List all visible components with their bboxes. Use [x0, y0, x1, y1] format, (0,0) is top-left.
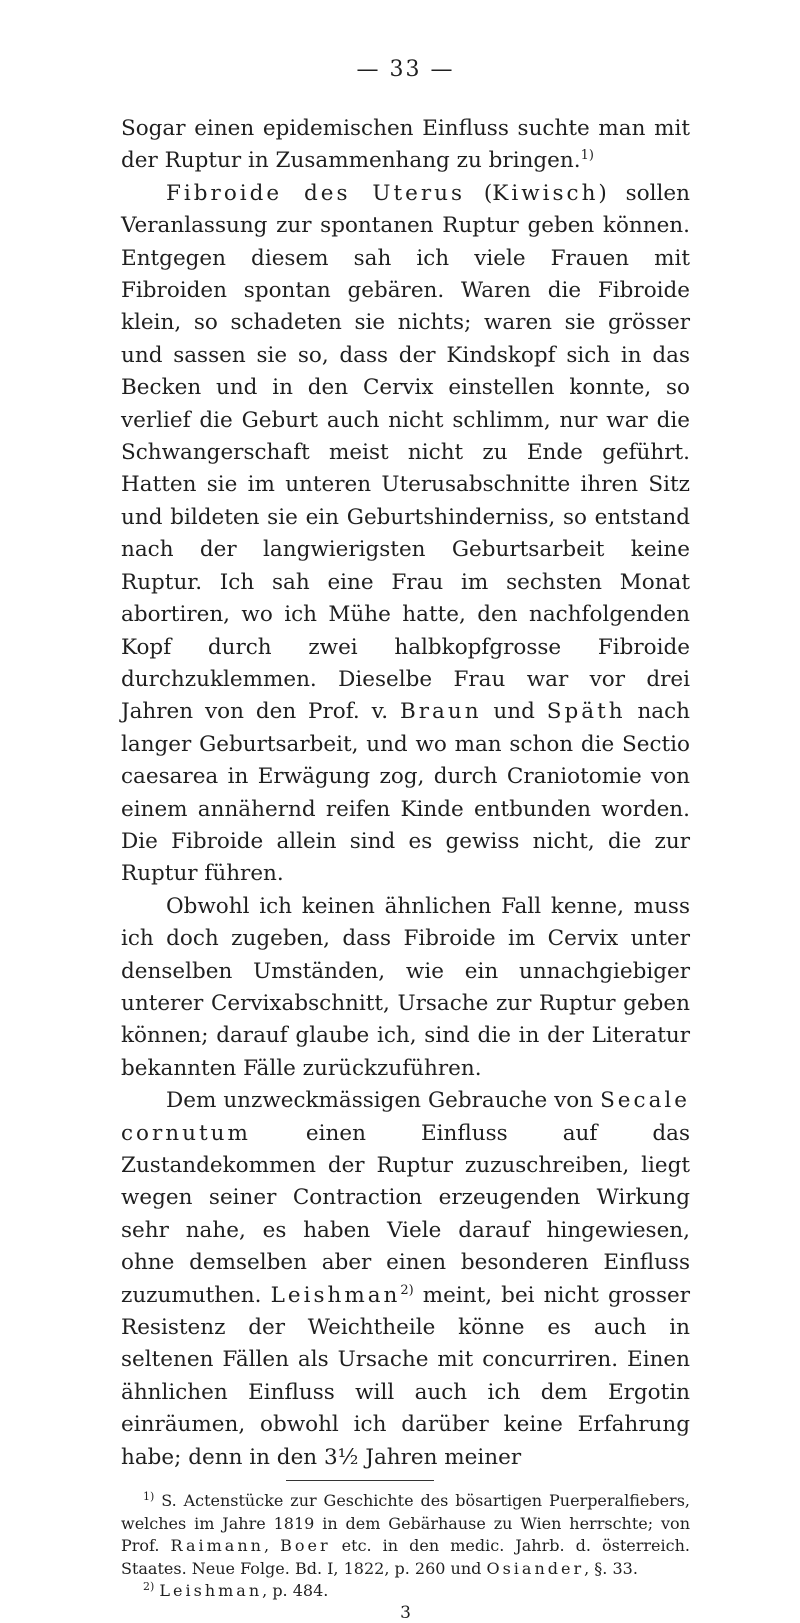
paragraph-1-text: Sogar einen epidemischen Einfluss suchte man mit der Ruptur in Zusammenhang zu bringen. — [121, 116, 690, 174]
body-text — [121, 113, 690, 1474]
paragraph-4-text-c: meint, bei nicht grosser Resistenz der Weichtheile könne es auch in seltenen Fällen als Ursache mit concurriren. Einen ähnlichen Einfluss will auch ich dem Ergotin einräumen, obwohl ich darüber keine Erfahrung habe; denn in den 3½ Jahren meiner — [121, 1282, 691, 1470]
signature-mark: 3 — [400, 1602, 411, 1623]
author-leishman: Leishman — [270, 1282, 401, 1308]
footnote-2-mark: 2) — [143, 1580, 155, 1594]
page-number: — 33 — — [356, 57, 455, 82]
paragraph-4-text-a: Dem unzweckmässigen Gebrauche von — [166, 1088, 601, 1114]
footnote-1-text-c: etc. in den medic. Jahrb. d. österreich. Staates. Neue Folge. Bd. I, 1822, p. 260 und — [121, 1536, 690, 1578]
term-fibroide-des-uterus: Fibroide des Uterus — [166, 180, 466, 206]
paragraph-4-text-b: einen Einfluss auf das Zustandekommen der Ruptur zuzuschreiben, liegt wegen seiner Contraction erzeugenden Wirkung sehr nahe, es haben Viele darauf hingewiesen, ohne demselben aber einen besonderen Einfluss zuzumuthen. — [121, 1120, 690, 1308]
term-secale-cornutum: Secale cornutum — [121, 1088, 690, 1146]
paragraph-2-text-b: ) sollen Veranlassung zur spontanen Ruptur geben können. Entgegen diesem sah ich viele Frauen mit Fibroiden spontan gebären. Waren die Fibroide klein, so schadeten sie nichts; waren sie grösser und sassen sie so, dass der Kindskopf sich in das Becken und in den Cervix einstellen konnte, so verlief die Geburt auch nicht schlimm, nur war die Schwangerschaft meist nicht zu Ende geführt. Hatten sie im unteren Uterusabschnitte ihren Sitz und bildeten sie ein Geburtshinderniss, so entstand nach der langwierigsten Geburtsarbeit keine Ruptur. Ich sah eine Frau im sechsten Monat abortiren, wo ich Mühe hatte, den nachfolgenden Kopf durch zwei halbkopfgrosse Fibroide durchzuklemmen. Dieselbe Frau war vor drei Jahren von den Prof. v. — [121, 180, 690, 725]
paragraph-1 — [121, 113, 690, 178]
footnote-2-text: , p. 484. — [262, 1581, 329, 1601]
footnote-1-text-b: , — [263, 1536, 281, 1556]
footnote-2 — [121, 1580, 690, 1603]
paragraph-2 — [121, 178, 690, 891]
author-spaeth: Späth — [546, 699, 626, 725]
footnote-ref-1: 1) — [580, 148, 594, 164]
author-boer: Boer — [280, 1536, 331, 1556]
paragraph-2-text-a: ( — [465, 180, 493, 206]
author-kiwisch: Kiwisch — [492, 180, 599, 206]
footnote-1-text-d: , §. 33. — [584, 1558, 638, 1578]
author-osiander: Osiander — [486, 1558, 585, 1578]
book-page — [121, 0, 690, 1623]
paragraph-2-text-c: und — [481, 699, 547, 725]
paragraph-2-text-d: nach langer Geburtsarbeit, und wo man schon die Sectio caesarea in Erwägung zog, durch Craniotomie von einem annähernd reifen Kinde entbunden worden. Die Fibroide allein sind es gewiss nicht, die zur Ruptur führen. — [121, 699, 690, 887]
footnote-1-text-a: S. Actenstücke zur Geschichte des bösartigen Puerperalfiebers, welches im Jahre 1819 in dem Gebärhause zu Wien herrschte; von Prof. — [121, 1491, 690, 1556]
footnote-divider — [286, 1480, 434, 1481]
footnote-1 — [121, 1490, 690, 1580]
author-braun: Braun — [399, 699, 482, 725]
footnote-1-mark: 1) — [143, 1490, 155, 1504]
paragraph-3: Obwohl ich keinen ähnlichen Fall kenne, muss ich doch zugeben, dass Fibroide im Cervix unter denselben Umständen, wie ein unnachgiebiger unterer Cervixabschnitt, Ursache zur Ruptur geben können; darauf glaube ich, sind die in der Literatur bekannten Fälle zurückzuführen. — [121, 893, 690, 1081]
footnotes — [121, 1490, 690, 1603]
paragraph-4 — [121, 1085, 690, 1474]
footnote-2-author: Leishman — [159, 1581, 263, 1601]
author-raimann: Raimann — [170, 1536, 264, 1556]
footnote-ref-2: 2) — [400, 1282, 414, 1298]
